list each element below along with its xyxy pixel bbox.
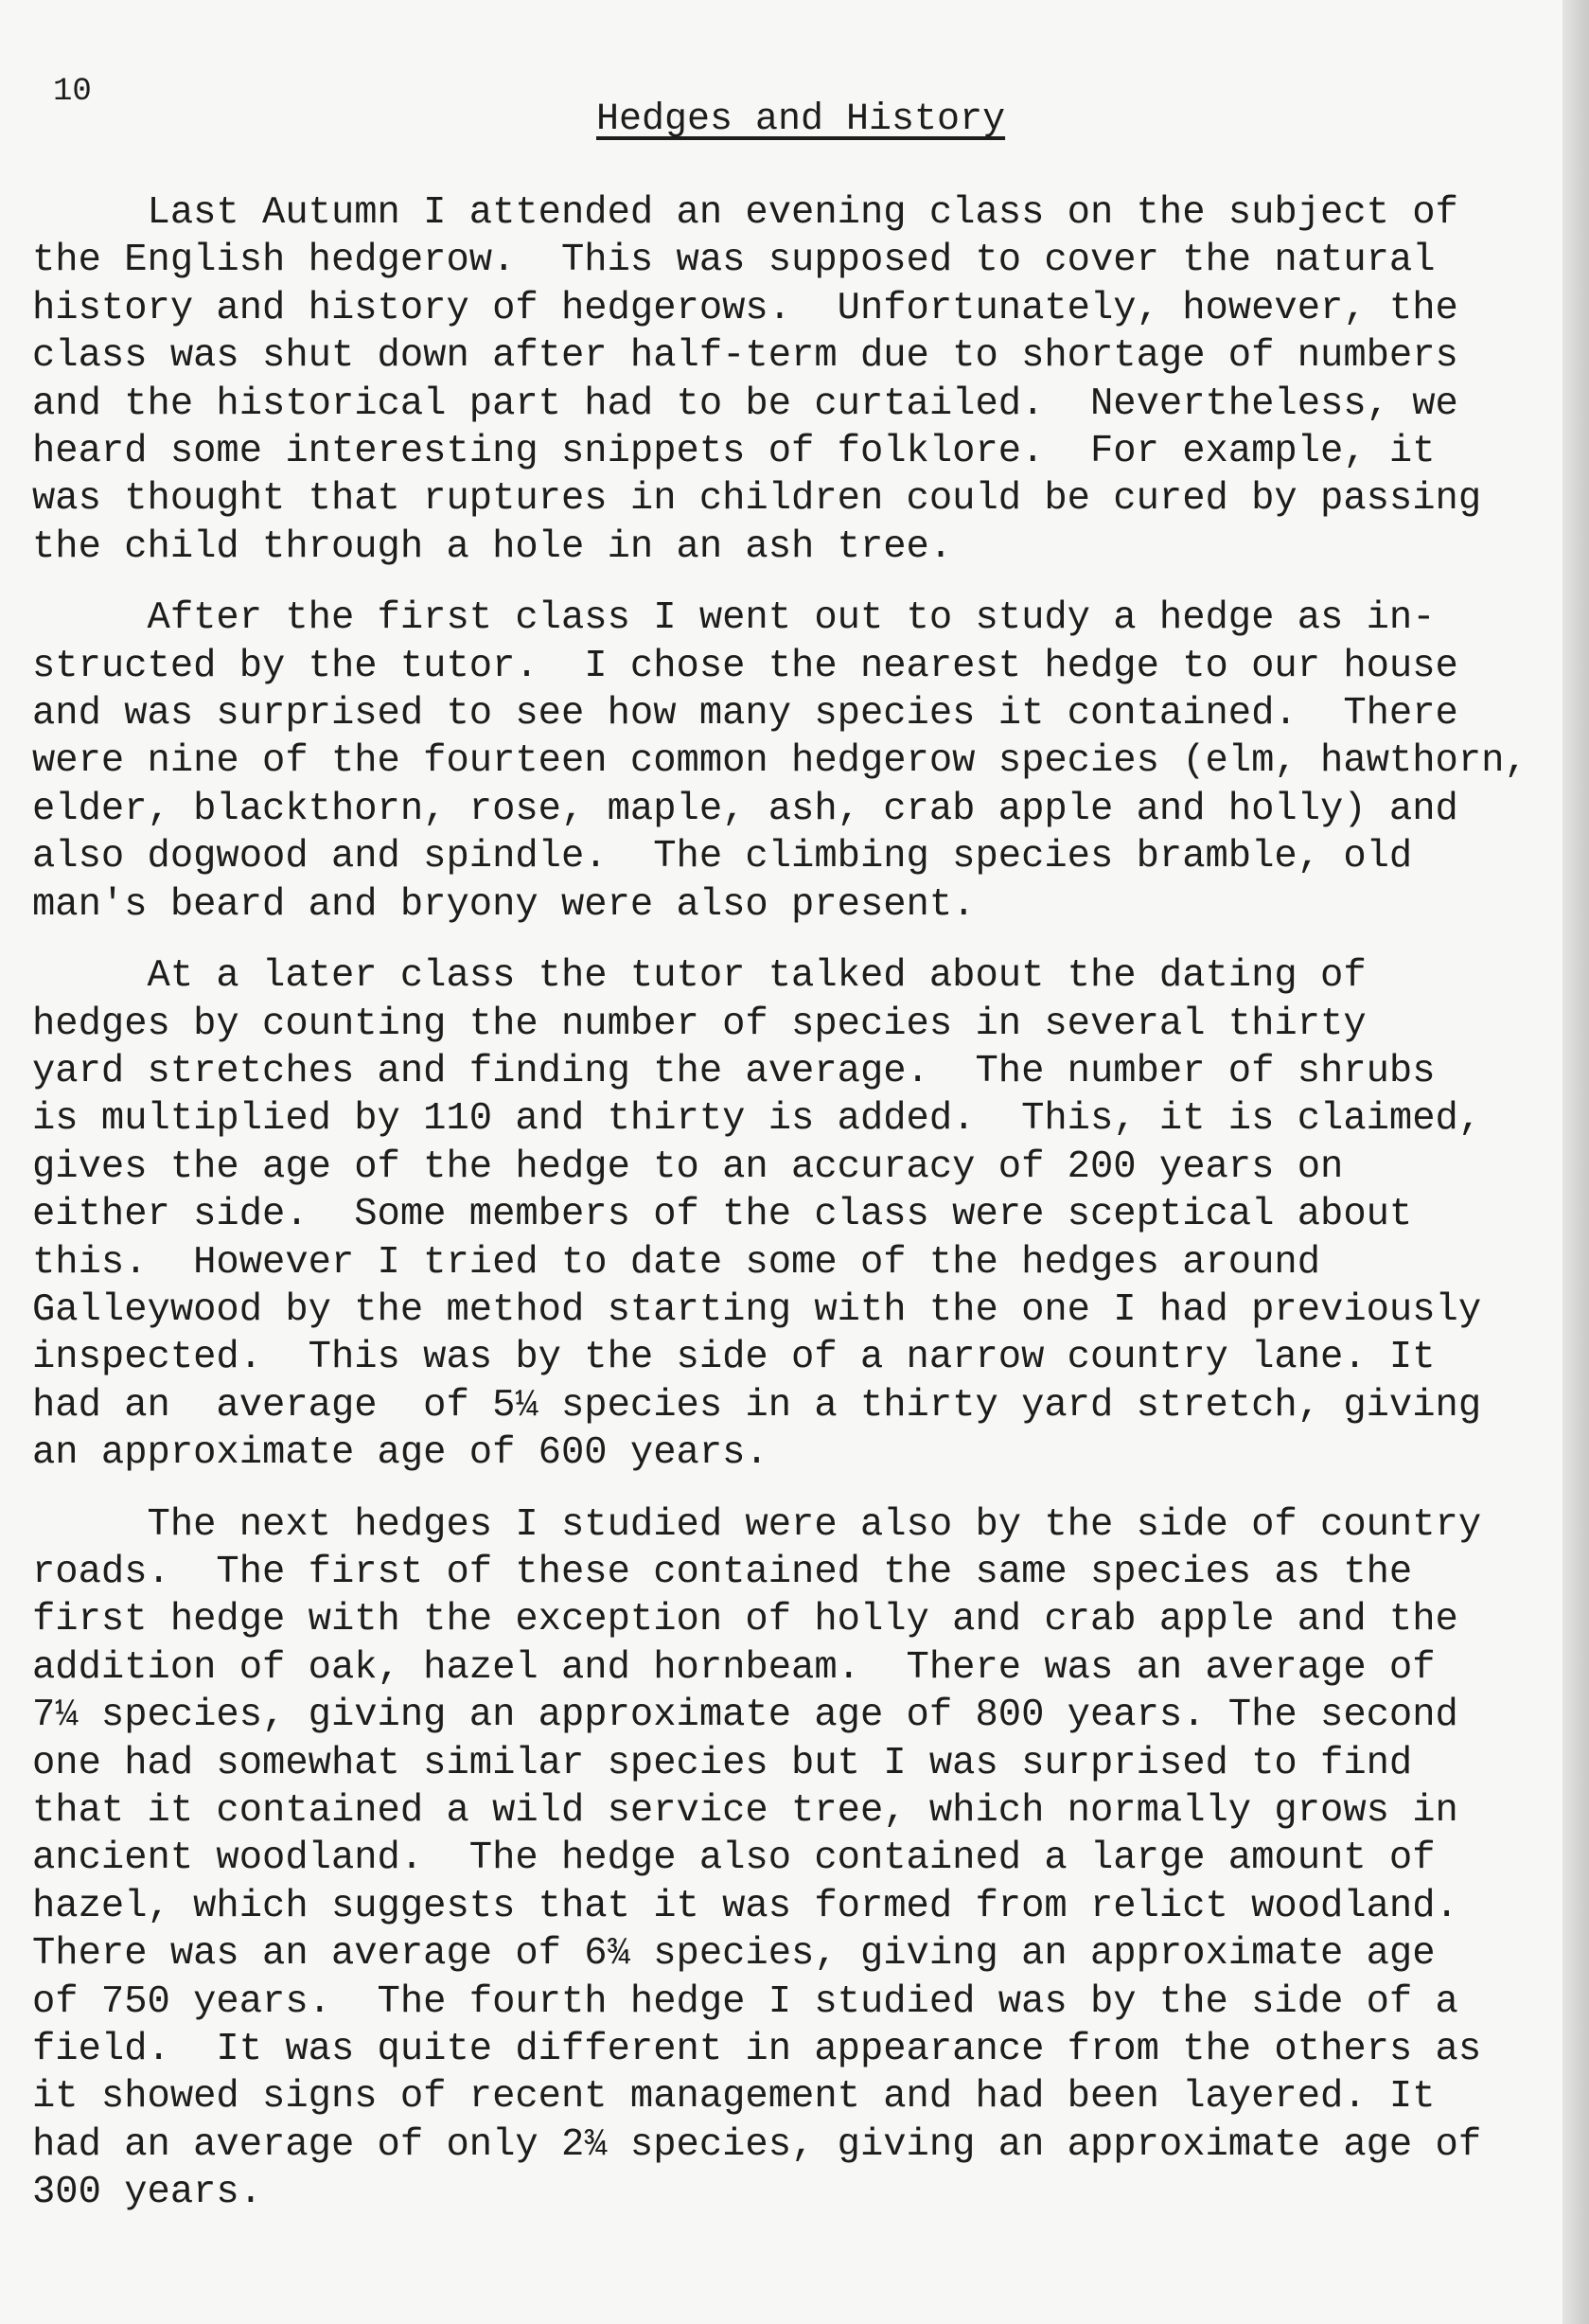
- text-line: this. However I tried to date some of the hedges around: [32, 1240, 1321, 1285]
- text-line: an approximate age of 600 years.: [32, 1431, 768, 1476]
- text-line: had an average of 5¼ species in a thirty yard stretch, giving: [32, 1383, 1482, 1428]
- text-line: hedges by counting the number of species in several thirty: [32, 1002, 1367, 1046]
- text-line: Last Autumn I attended an evening class on the subject of: [32, 191, 1458, 235]
- text-line: also dogwood and spindle. The climbing species bramble, old: [32, 835, 1413, 879]
- text-line: that it contained a wild service tree, which normally grows in: [32, 1789, 1458, 1833]
- text-line: one had somewhat similar species but I was surprised to find: [32, 1741, 1413, 1785]
- article-body: [32, 189, 1556, 2217]
- paragraph-1: [32, 189, 1556, 571]
- text-line: history and history of hedgerows. Unfortunately, however, the: [32, 286, 1458, 330]
- text-line: 300 years.: [32, 2171, 263, 2215]
- page-edge-shadow: [1563, 0, 1589, 2324]
- text-line: addition of oak, hazel and hornbeam. There was an average of: [32, 1645, 1436, 1690]
- text-line: After the first class I went out to study a hedge as in-: [32, 596, 1436, 641]
- text-line: hazel, which suggests that it was formed from relict woodland.: [32, 1884, 1458, 1928]
- text-line: Galleywood by the method starting with the one I had previously: [32, 1287, 1482, 1332]
- text-line: the child through a hole in an ash tree.: [32, 524, 953, 569]
- paragraph-4: [32, 1501, 1556, 2217]
- text-line: was thought that ruptures in children could be cured by passing: [32, 477, 1482, 522]
- page-number: 10: [53, 74, 92, 110]
- text-line: elder, blackthorn, rose, maple, ash, crab apple and holly) and: [32, 787, 1458, 831]
- text-line: were nine of the fourteen common hedgerow species (elm, hawthorn,: [32, 739, 1527, 784]
- paragraph-2: [32, 594, 1556, 929]
- text-line: yard stretches and finding the average. The number of shrubs: [32, 1049, 1436, 1093]
- text-line: had an average of only 2¾ species, giving an approximate age of: [32, 2122, 1482, 2167]
- text-line: The next hedges I studied were also by the side of country: [32, 1502, 1482, 1547]
- text-line: man's beard and bryony were also present.: [32, 882, 976, 927]
- text-line: is multiplied by 110 and thirty is added. This, it is claimed,: [32, 1097, 1482, 1142]
- paragraph-3: [32, 952, 1556, 1477]
- text-line: the English hedgerow. This was supposed to cover the natural: [32, 239, 1436, 283]
- text-line: first hedge with the exception of holly and crab apple and the: [32, 1598, 1458, 1642]
- text-line: At a later class the tutor talked about the dating of: [32, 954, 1367, 999]
- text-line: gives the age of the hedge to an accuracy of 200 years on: [32, 1144, 1344, 1189]
- text-line: field. It was quite different in appearance from the others as: [32, 2028, 1482, 2072]
- text-line: and was surprised to see how many species it contained. There: [32, 692, 1458, 736]
- text-line: either side. Some members of the class were sceptical about: [32, 1193, 1413, 1237]
- page-title: Hedges and History: [596, 98, 1006, 141]
- text-line: 7¼ species, giving an approximate age of 800 years. The second: [32, 1694, 1458, 1738]
- text-line: class was shut down after half-term due to shortage of numbers: [32, 334, 1458, 379]
- text-line: it showed signs of recent management and had been layered. It: [32, 2075, 1436, 2120]
- text-line: There was an average of 6¾ species, giving an approximate age: [32, 1932, 1436, 1977]
- text-line: roads. The first of these contained the same species as the: [32, 1550, 1413, 1594]
- text-line: inspected. This was by the side of a narrow country lane. It: [32, 1336, 1436, 1380]
- text-line: of 750 years. The fourth hedge I studied was by the side of a: [32, 1979, 1458, 2024]
- text-line: structed by the tutor. I chose the nearest hedge to our house: [32, 644, 1458, 688]
- text-line: ancient woodland. The hedge also contained a large amount of: [32, 1836, 1436, 1881]
- text-line: and the historical part had to be curtailed. Nevertheless, we: [32, 381, 1458, 426]
- text-line: heard some interesting snippets of folklore. For example, it: [32, 430, 1436, 474]
